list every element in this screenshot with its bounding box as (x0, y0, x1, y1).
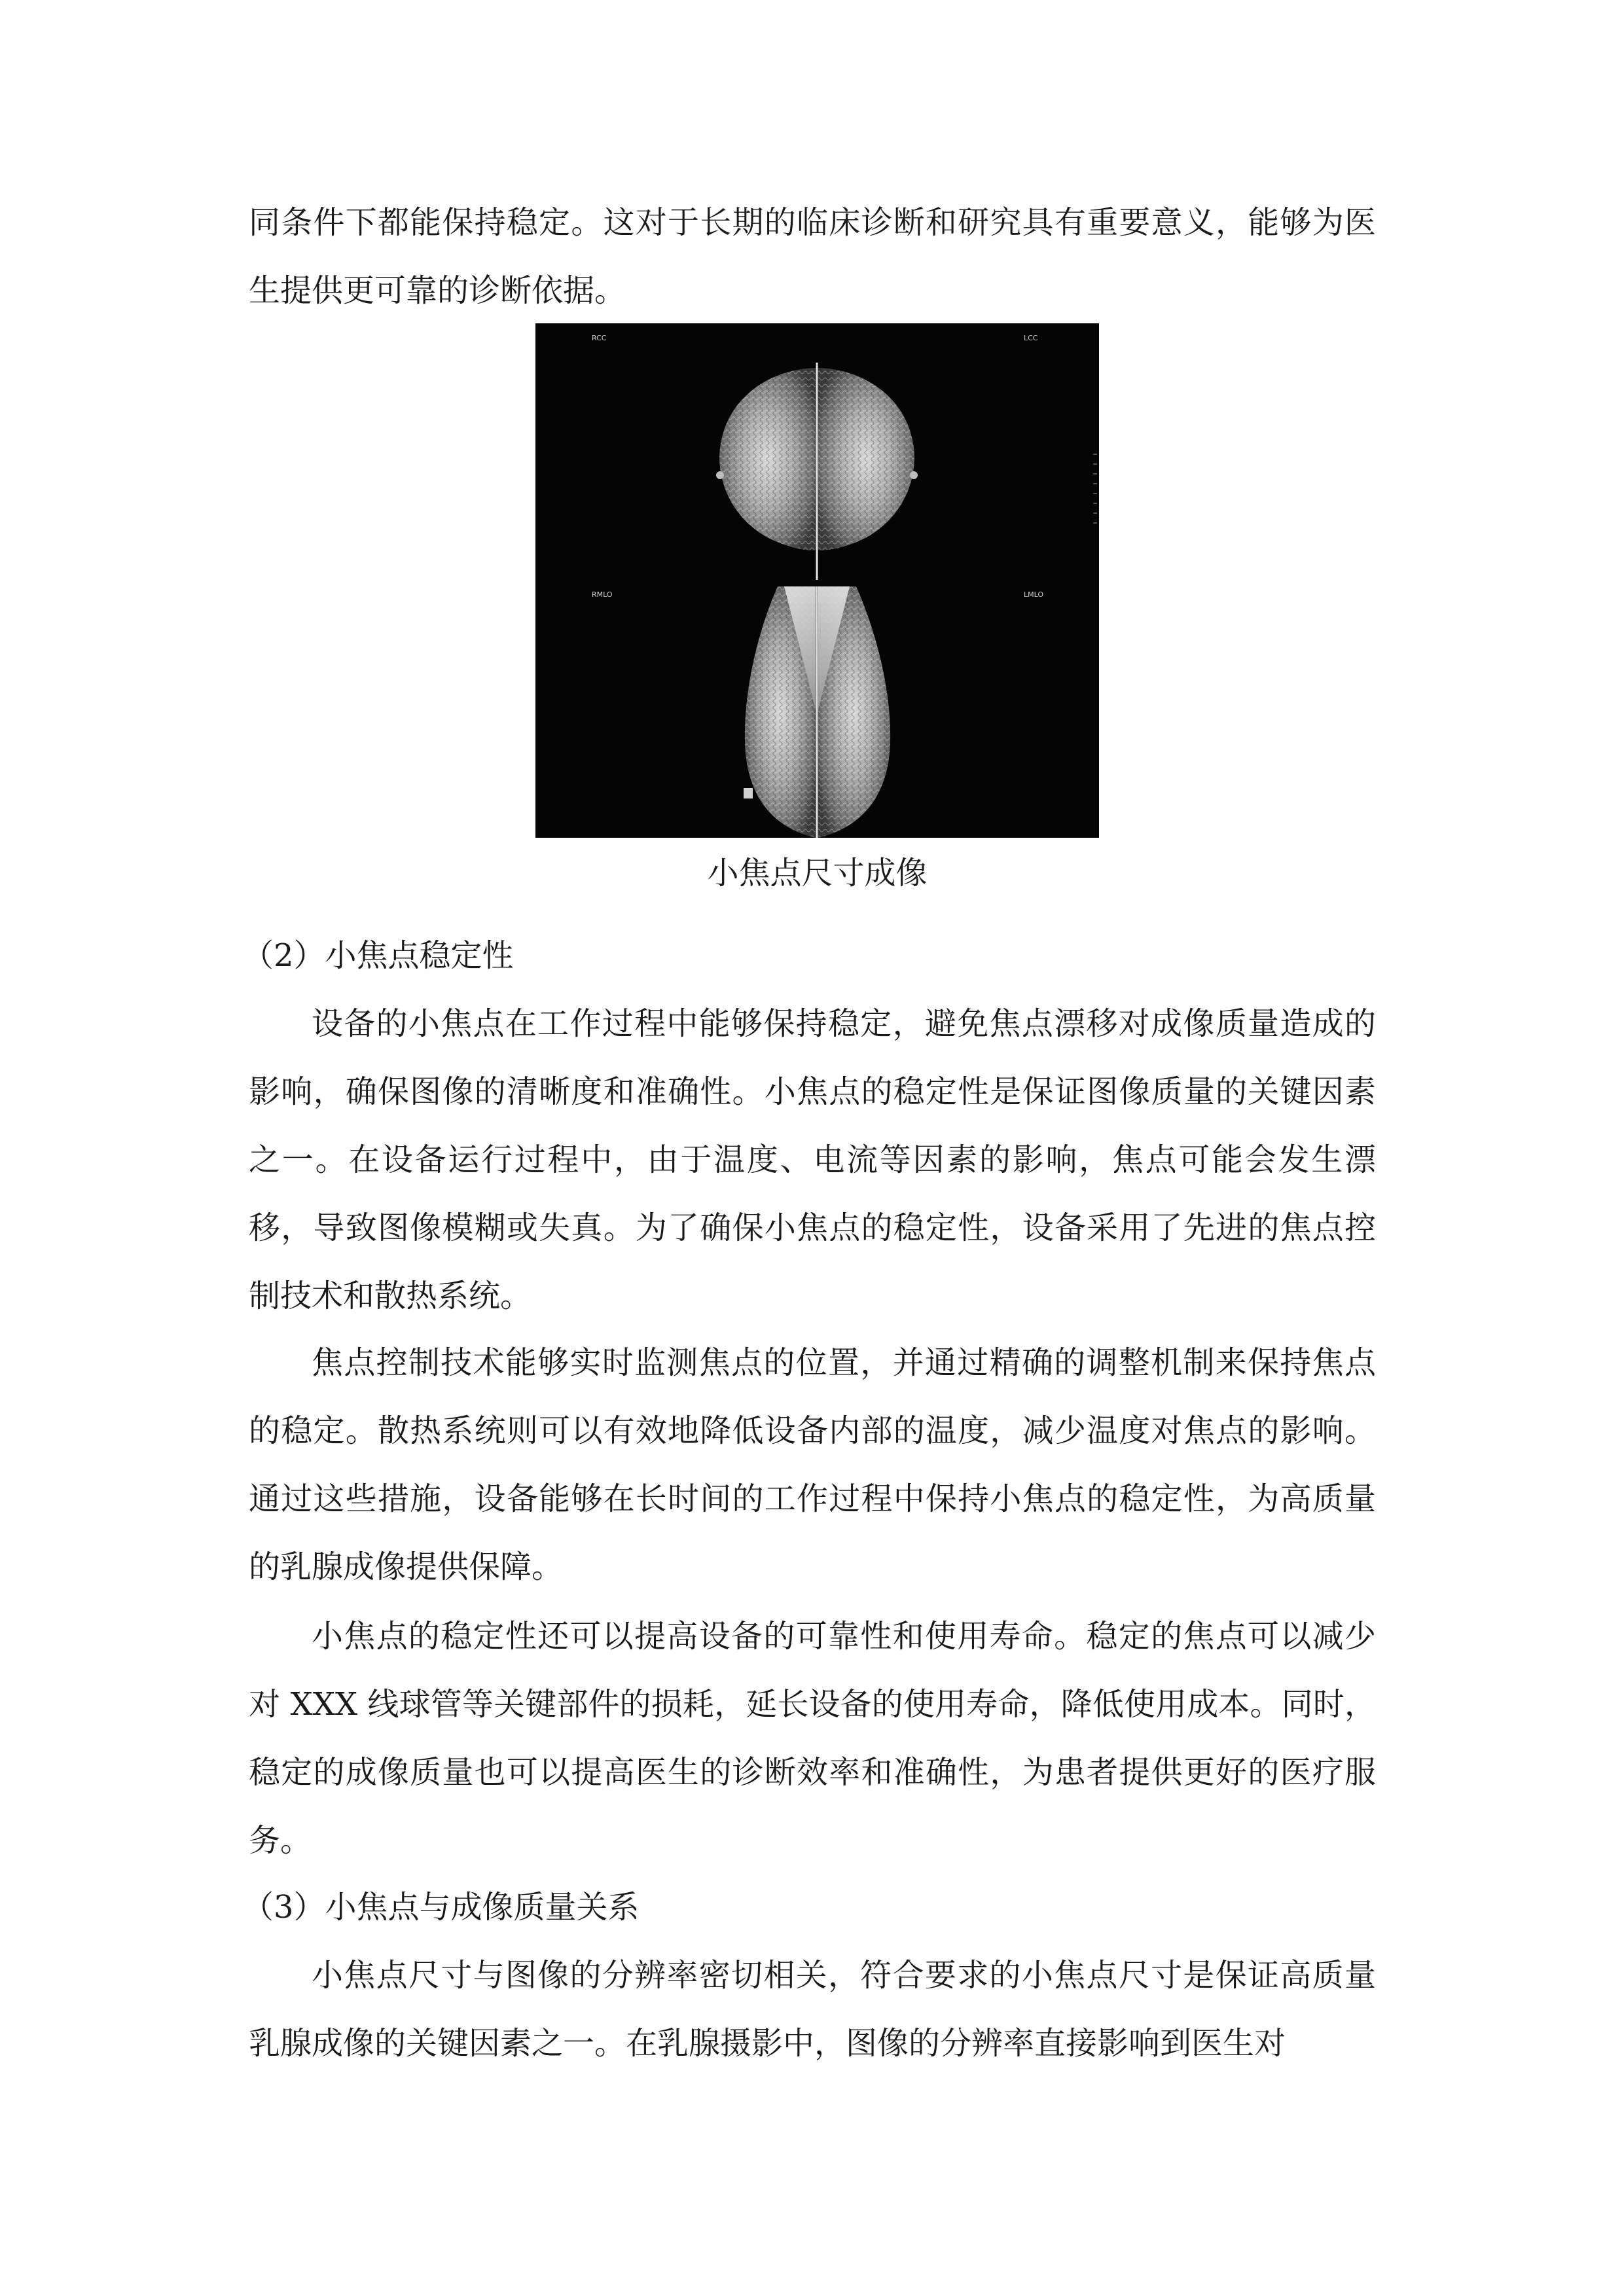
view-label-lmlo: LMLO (1024, 590, 1044, 599)
figure-caption: 小焦点尺寸成像 (707, 855, 928, 891)
mammogram-figure (535, 323, 1099, 838)
view-label-lcc: LCC (1024, 334, 1038, 342)
view-label-rmlo: RMLO (592, 590, 613, 599)
section-2-paragraph-1: 设备的小焦点在工作过程中能够保持稳定，避免焦点漂移对成像质量造成的影响，确保图像的清晰度和准确性。小焦点的稳定性是保证图像质量的关键因素之一。在设备运行过程中，由于温度、电流等因素的影响，焦点可能会发生漂移，导致图像模糊或失真。为了确保小焦点的稳定性，设备采用了先进的焦点控制技术和散热系统。 (249, 1005, 1376, 1314)
section-3-heading: （3）小焦点与成像质量关系 (242, 1889, 640, 1926)
section-3-paragraph-1: 小焦点尺寸与图像的分辨率密切相关，符合要求的小焦点尺寸是保证高质量乳腺成像的关键因素之一。在乳腺摄影中，图像的分辨率直接影响到医生对 (249, 1957, 1376, 2062)
section-2-paragraph-3: 小焦点的稳定性还可以提高设备的可靠性和使用寿命。稳定的焦点可以减少对 XXX 线球管等关键部件的损耗，延长设备的使用寿命，降低使用成本。同时，稳定的成像质量也可以提高医生的诊断效率和准确性，为患者提供更好的医疗服务。 (249, 1618, 1376, 1859)
section-2-heading: （2）小焦点稳定性 (242, 937, 514, 974)
section-2-paragraph-2: 焦点控制技术能够实时监测焦点的位置，并通过精确的调整机制来保持焦点的稳定。散热系统则可以有效地降低设备内部的温度，减少温度对焦点的影响。通过这些措施，设备能够在长时间的工作过程中保持小焦点的稳定性，为高质量的乳腺成像提供保障。 (249, 1344, 1376, 1585)
view-label-rcc: RCC (592, 334, 607, 342)
intro-paragraph: 同条件下都能保持稳定。这对于长期的临床诊断和研究具有重要意义，能够为医生提供更可靠的诊断依据。 (249, 204, 1376, 309)
mammogram-image (535, 323, 1099, 838)
